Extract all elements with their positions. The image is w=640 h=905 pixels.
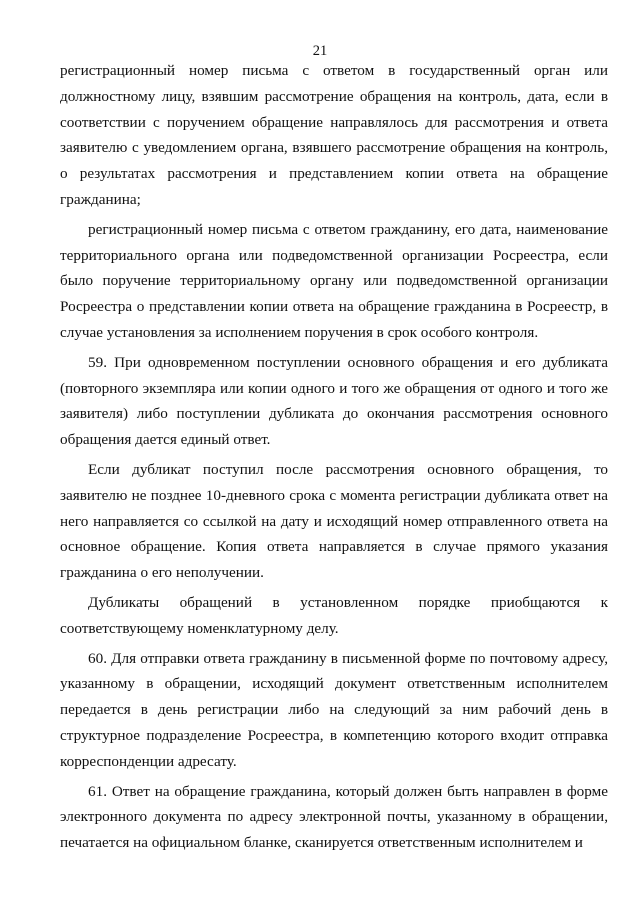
page-number: 21 bbox=[312, 43, 328, 59]
paragraph-item-59: 59. При одновременном поступлении основного обращения и его дубликата (повторного экземпляра или копии одного и того же обращения от одного и того же заявителя) либо поступлении дубликата до окончания рассмотрения основного обращения дается единый ответ. bbox=[60, 353, 608, 449]
paragraph-registration-number-state-body: регистрационный номер письма с ответом в государственный орган или должностному лицу, взявшим рассмотрение обращения на контроль, дата, если в соответствии с поручением обращение направлялось для рассмотрения и ответа заявителю с уведомлением органа, взявшего рассмотрение обращения на контроль, о результатах рассмотрения и представлением копии ответа на обращение гражданина; bbox=[60, 62, 608, 208]
document-body bbox=[60, 58, 608, 856]
paragraph-duplicates-filing: Дубликаты обращений в установленном порядке приобщаются к соответствующему номенклатурному делу. bbox=[60, 593, 608, 637]
paragraph-registration-number-citizen: регистрационный номер письма с ответом гражданину, его дата, наименование территориального органа или подведомственной организации Росреестра, если было поручение территориальному органу или подведомственной организации Росреестра о представлении копии ответа на обращение гражданина в Росреестр, в случае установления за исполнением поручения в срок особого контроля. bbox=[60, 220, 608, 341]
paragraph-item-61: 61. Ответ на обращение гражданина, который должен быть направлен в форме электронного документа по адресу электронной почты, указанному в обращении, печатается на официальном бланке, сканируется ответственным исполнителем и bbox=[60, 782, 608, 852]
paragraph-item-60: 60. Для отправки ответа гражданину в письменной форме по почтовому адресу, указанному в обращении, исходящий документ ответственным исполнителем передается в день регистрации либо на следующий за ним рабочий день в структурное подразделение Росреестра, в компетенцию которого входит отправка корреспонденции адресату. bbox=[60, 649, 608, 770]
paragraph-duplicate-after-review: Если дубликат поступил после рассмотрения основного обращения, то заявителю не позднее 10-дневного срока с момента регистрации дубликата ответ на него направляется со ссылкой на дату и исходящий номер отправленного ответа на основное обращение. Копия ответа направляется в случае прямого указания гражданина о его неполучении. bbox=[60, 460, 608, 582]
